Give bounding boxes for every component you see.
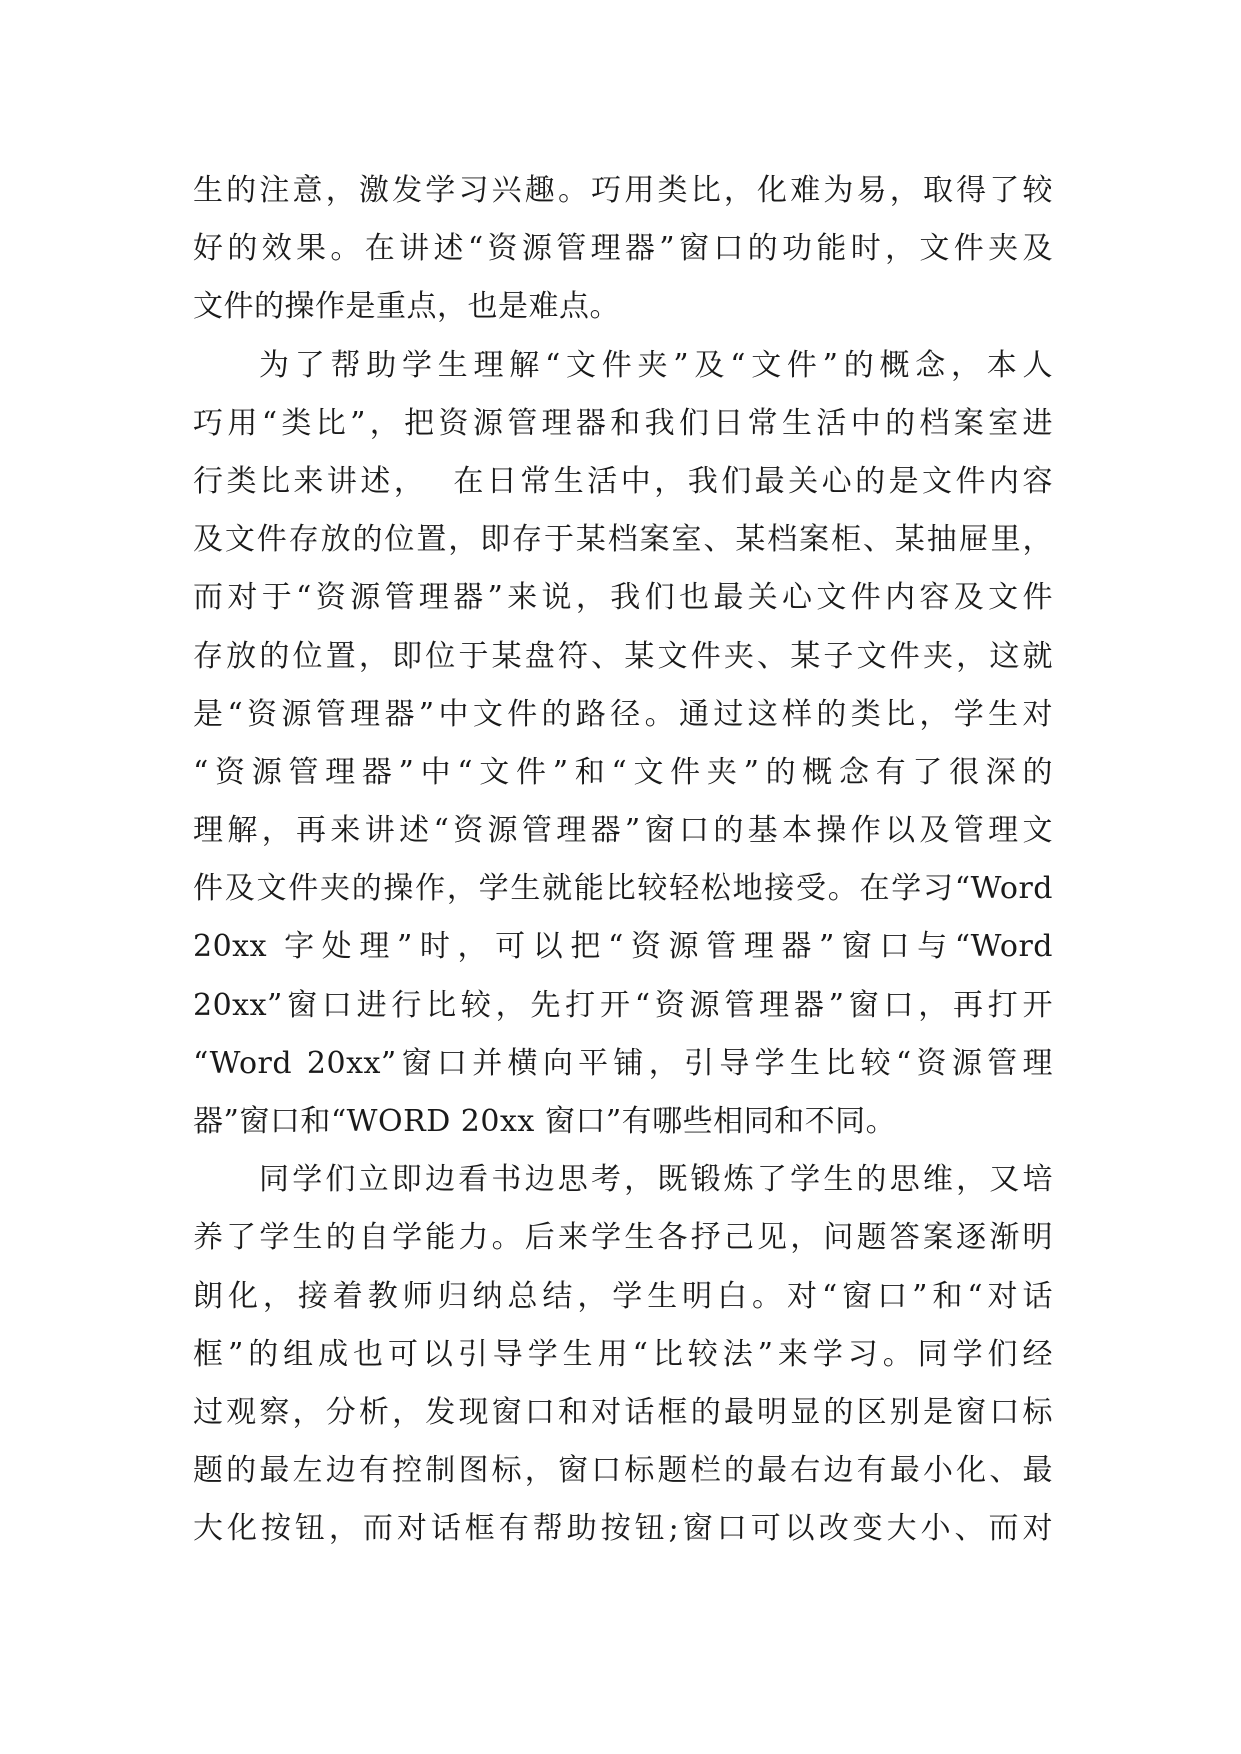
paragraph-first-line: 同学们立即边看书边思考，既锻炼了学生的思维，又培 <box>259 1162 1053 1198</box>
body-text <box>193 162 1053 1559</box>
text-line: 大化按钮，而对话框有帮助按钮;窗口可以改变大小、而对 <box>193 1511 1053 1547</box>
text-line: 框”的组成也可以引导学生用“比较法”来学习。同学们经 <box>193 1336 1053 1372</box>
text-line: 存放的位置，即位于某盘符、某文件夹、某子文件夹，这就 <box>193 638 1053 674</box>
text-line: “Word 20xx”窗口并横向平铺，引导学生比较“资源管理 <box>193 1045 1053 1081</box>
text-line: 理解，再来讲述“资源管理器”窗口的基本操作以及管理文 <box>193 813 1053 849</box>
text-line: “资源管理器”中“文件”和“文件夹”的概念有了很深的 <box>193 754 1053 790</box>
text-line: 器”窗口和“WORD 20xx 窗口”有哪些相同和不同。 <box>193 1104 897 1139</box>
text-line: 20xx”窗口进行比较，先打开“资源管理器”窗口，再打开 <box>193 987 1053 1023</box>
text-line: 文件的操作是重点，也是难点。 <box>193 289 620 325</box>
paragraph-first-line: 为了帮助学生理解“文件夹”及“文件”的概念，本人 <box>259 347 1053 383</box>
text-line: 20xx 字处理”时，可以把“资源管理器”窗口与“Word <box>193 929 1053 965</box>
text-line: 行类比来讲述， 在日常生活中，我们最关心的是文件内容 <box>193 463 1053 499</box>
text-line: 题的最左边有控制图标，窗口标题栏的最右边有最小化、最 <box>193 1453 1053 1489</box>
text-line: 而对于“资源管理器”来说，我们也最关心文件内容及文件 <box>193 580 1053 616</box>
text-line: 过观察，分析，发现窗口和对话框的最明显的区别是窗口标 <box>193 1394 1053 1430</box>
text-line: 朗化，接着教师归纳总结，学生明白。对“窗口”和“对话 <box>193 1278 1053 1314</box>
text-line: 件及文件夹的操作，学生就能比较轻松地接受。在学习“Word <box>193 871 1053 907</box>
text-line: 是“资源管理器”中文件的路径。通过这样的类比，学生对 <box>193 696 1053 732</box>
text-line: 及文件存放的位置，即存于某档案室、某档案柜、某抽屉里， <box>193 522 1053 558</box>
text-line: 巧用“类比”，把资源管理器和我们日常生活中的档案室进 <box>193 405 1053 441</box>
text-line: 养了学生的自学能力。后来学生各抒己见，问题答案逐渐明 <box>193 1220 1053 1256</box>
text-line: 好的效果。在讲述“资源管理器”窗口的功能时，文件夹及 <box>193 231 1053 267</box>
text-line: 生的注意，激发学习兴趣。巧用类比，化难为易，取得了较 <box>193 173 1053 208</box>
